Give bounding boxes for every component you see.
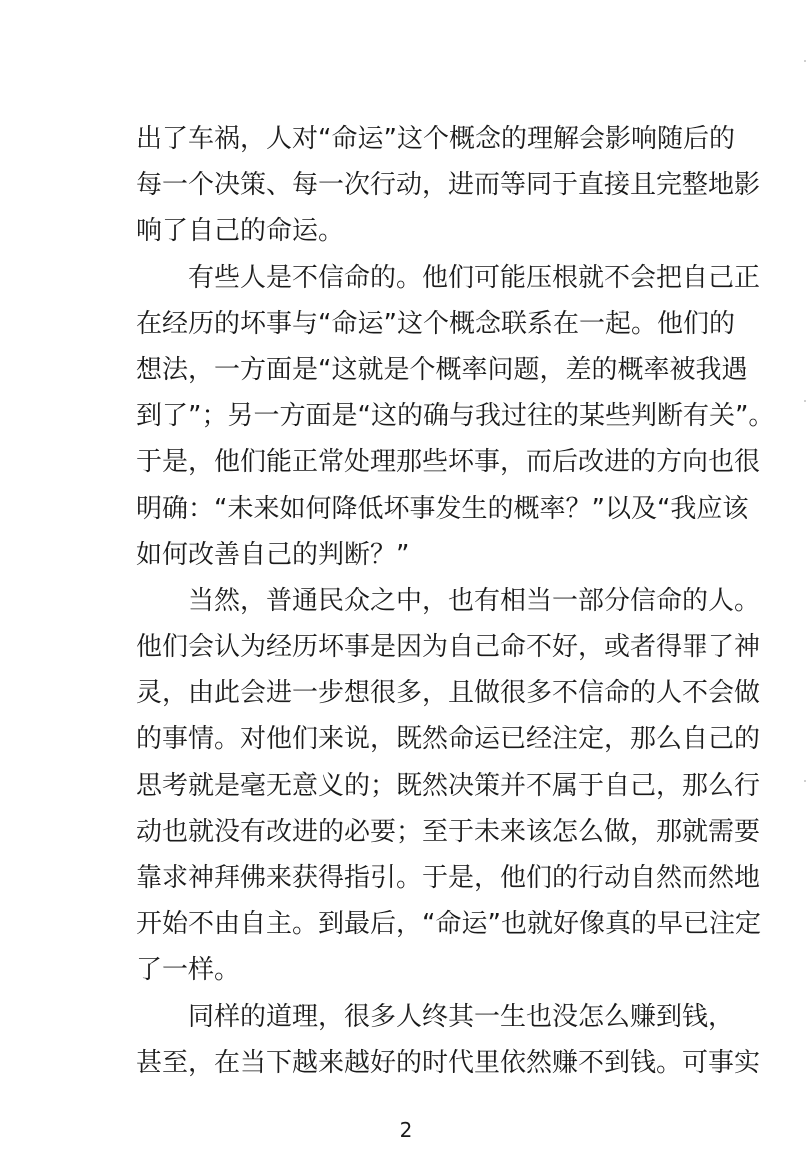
text-line: 靠求神拜佛来获得指引。于是，他们的行动自然而然地 xyxy=(136,863,761,893)
text-line: 的事情。对他们来说，既然命运已经注定，那么自己的 xyxy=(136,724,761,755)
text-line: 响了自己的命运。 xyxy=(136,216,345,247)
scan-edge-mark xyxy=(804,400,806,402)
text-line: 如何改善自己的判断？” xyxy=(136,539,410,570)
paragraph-start-line: 同样的道理，很多人终其一生也没怎么赚到钱， xyxy=(188,1001,735,1032)
scan-edge-mark xyxy=(804,60,806,62)
text-line: 甚至，在当下越来越好的时代里依然赚不到钱。可事实 xyxy=(136,1047,761,1078)
text-line: 灵，由此会进一步想很多，且做很多不信命的人不会做 xyxy=(136,678,761,709)
scan-edge-mark xyxy=(804,780,806,782)
text-line: 每一个决策、每一次行动，进而等同于直接且完整地影 xyxy=(136,170,761,201)
text-line: 出了车祸，人对“命运”这个概念的理解会影响随后的 xyxy=(136,124,735,154)
body-text xyxy=(136,116,775,1086)
text-line: 了一样。 xyxy=(136,955,241,986)
text-line: 于是，他们能正常处理那些坏事，而后改进的方向也很 xyxy=(136,447,761,478)
text-line: 到了”；另一方面是“这的确与我过往的某些判断有关”。 xyxy=(136,401,775,432)
text-line: 他们会认为经历坏事是因为自己命不好，或者得罪了神 xyxy=(136,632,761,663)
page-number: 2 xyxy=(399,1118,413,1142)
text-line: 明确：“未来如何降低坏事发生的概率？”以及“我应该 xyxy=(136,493,749,524)
text-line: 思考就是毫无意义的；既然决策并不属于自己，那么行 xyxy=(136,770,761,801)
paragraph-start-line: 当然，普通民众之中，也有相当一部分信命的人。 xyxy=(188,585,761,616)
text-line: 动也就没有改进的必要；至于未来该怎么做，那就需要 xyxy=(136,816,761,847)
paragraph-start-line: 有些人是不信命的。他们可能压根就不会把自己正 xyxy=(188,262,761,293)
text-line: 在经历的坏事与“命运”这个概念联系在一起。他们的 xyxy=(136,308,735,339)
text-line: 开始不由自主。到最后，“命运”也就好像真的早已注定 xyxy=(136,909,761,940)
text-line: 想法，一方面是“这就是个概率问题，差的概率被我遇 xyxy=(136,354,748,385)
